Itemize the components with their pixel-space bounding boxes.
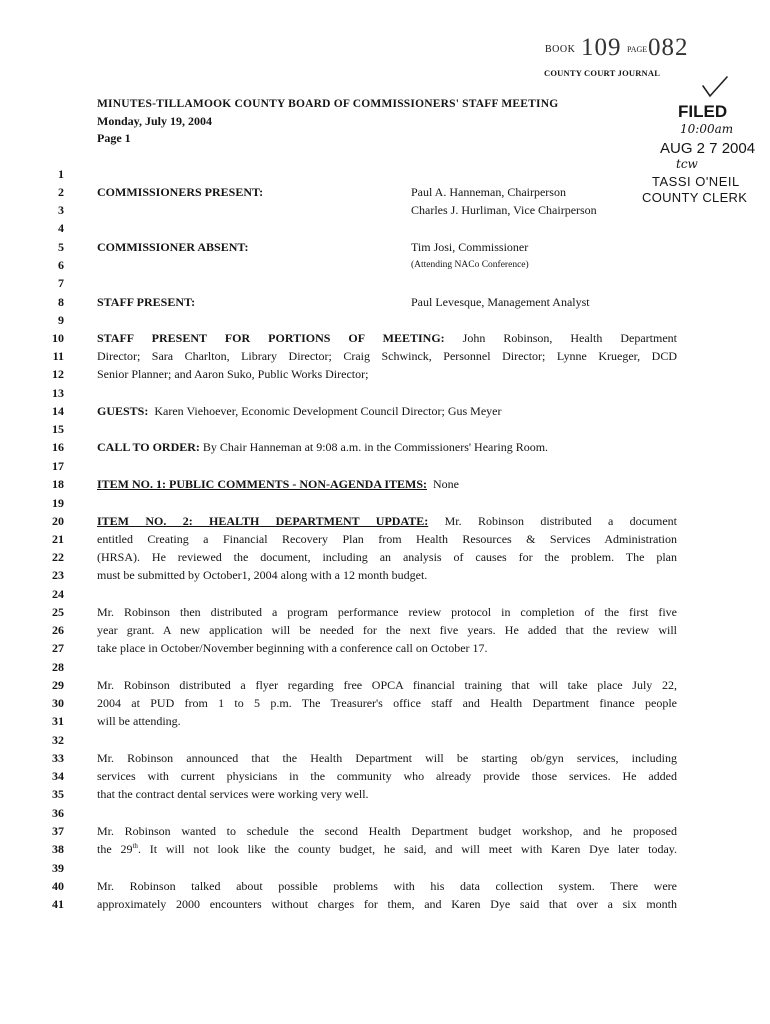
commissioner-absent-label: COMMISSIONER ABSENT: <box>97 240 249 254</box>
journal-label: COUNTY COURT JOURNAL <box>544 68 661 78</box>
line-number: 3 <box>58 203 64 217</box>
meeting-date: Monday, July 19, 2004 <box>97 114 213 128</box>
item2-line-31: will be attending. <box>97 714 181 728</box>
line-number: 23 <box>52 568 64 582</box>
line-number: 4 <box>58 221 64 235</box>
line-number: 37 <box>52 824 64 838</box>
line-number: 32 <box>52 733 64 747</box>
portions-line-12: Senior Planner; and Aaron Suko, Public Works Director; <box>97 367 369 381</box>
item2-label: ITEM NO. 2: HEALTH DEPARTMENT UPDATE: <box>97 514 429 528</box>
clerk-name: TASSI O'NEIL <box>652 174 740 189</box>
item1-label: ITEM NO. 1: PUBLIC COMMENTS - NON-AGENDA ITEMS: <box>97 477 428 491</box>
item1-text: None <box>433 477 460 491</box>
line-number: 36 <box>52 806 64 820</box>
item2-line-37: Mr. Robinson wanted to schedule the second Health Department budget workshop, and he proposed <box>97 824 677 838</box>
line-number: 40 <box>52 879 64 893</box>
line-number: 12 <box>52 367 64 381</box>
item2-line-38 <box>97 842 677 857</box>
book-page-stamp <box>545 36 695 64</box>
line-number: 2 <box>58 185 64 199</box>
item2-line-25: Mr. Robinson then distributed a program performance review protocol in completion of the first five <box>97 605 677 619</box>
item2-line-34: services with current physicians in the community who already provide those services. He added <box>97 769 677 783</box>
item2-line-35: that the contract dental services were working very well. <box>97 787 369 801</box>
line-number: 28 <box>52 660 64 674</box>
commissioner-absent-note: (Attending NACo Conference) <box>411 260 529 270</box>
filed-stamp <box>640 102 770 222</box>
item2-line-26: year grant. A new application will be needed for the next five years. He added that the review will <box>97 623 677 637</box>
item2-line-41: approximately 2000 encounters without charges for them, and Karen Dye said that over a six month <box>97 897 677 911</box>
item2-line-20 <box>97 514 677 529</box>
guests-text: Karen Viehoever, Economic Development Council Director; Gus Meyer <box>154 404 502 418</box>
commissioner-absent-1: Tim Josi, Commissioner <box>411 240 529 254</box>
line38-pre: the 29 <box>97 842 133 856</box>
line-number: 8 <box>58 295 64 309</box>
filed-initials: tcw <box>676 157 698 171</box>
line-number: 16 <box>52 440 64 454</box>
staff-present-1: Paul Levesque, Management Analyst <box>411 295 590 309</box>
document-title: MINUTES-TILLAMOOK COUNTY BOARD OF COMMISSIONERS' STAFF MEETING <box>97 98 559 110</box>
portions-label: STAFF PRESENT FOR PORTIONS OF MEETING: <box>97 331 445 345</box>
filed-label: FILED <box>678 102 728 121</box>
portions-text-10: John Robinson, Health Department <box>462 331 678 345</box>
line38-sup: th <box>132 842 138 850</box>
commissioners-present-label: COMMISSIONERS PRESENT: <box>97 185 264 199</box>
item1-line <box>97 477 677 492</box>
page-number-label: Page 1 <box>97 131 131 145</box>
book-number: 109 <box>581 34 622 61</box>
filed-time: 10:00am <box>680 122 734 136</box>
line-number: 24 <box>52 587 64 601</box>
line-number: 9 <box>58 313 64 327</box>
call-to-order-line <box>97 440 677 455</box>
commissioner-present-2: Charles J. Hurliman, Vice Chairperson <box>411 203 597 217</box>
line-number: 1 <box>58 167 64 181</box>
call-to-order-label: CALL TO ORDER: <box>97 440 200 454</box>
line-number: 33 <box>52 751 64 765</box>
guests-line <box>97 404 677 419</box>
line-number: 34 <box>52 769 64 783</box>
line38-post: . It will not look like the county budget, he said, and will meet with Karen Dye later today. <box>137 842 677 856</box>
line-number: 35 <box>52 787 64 801</box>
line-number: 22 <box>52 550 64 564</box>
item2-line-30: 2004 at PUD from 1 to 5 p.m. The Treasurer's office staff and Health Department finance people <box>97 696 677 710</box>
item2-line-22: (HRSA). He reviewed the document, including an analysis of causes for the problem. The plan <box>97 550 677 564</box>
line-number: 14 <box>52 404 64 418</box>
line-number: 15 <box>52 422 64 436</box>
clerk-title: COUNTY CLERK <box>642 190 748 205</box>
page-number: 082 <box>648 34 689 61</box>
line-number: 17 <box>52 459 64 473</box>
line-number: 30 <box>52 696 64 710</box>
line-number: 25 <box>52 605 64 619</box>
item2-line-27: take place in October/November beginning with a conference call on October 17. <box>97 641 488 655</box>
line-number: 38 <box>52 842 64 856</box>
line-number: 31 <box>52 714 64 728</box>
item2-line-23: must be submitted by October1, 2004 along with a 12 month budget. <box>97 568 428 582</box>
item2-line-29: Mr. Robinson distributed a flyer regarding free OPCA financial training that will take place July 22, <box>97 678 677 692</box>
line-number: 19 <box>52 496 64 510</box>
line-number: 27 <box>52 641 64 655</box>
line-number: 20 <box>52 514 64 528</box>
item2-line-21: entitled Creating a Financial Recovery Plan from Health Resources & Services Administration <box>97 532 677 546</box>
commissioner-present-1: Paul A. Hanneman, Chairperson <box>411 185 566 199</box>
line-number: 11 <box>52 349 64 363</box>
staff-present-label: STAFF PRESENT: <box>97 295 196 309</box>
line-number: 21 <box>52 532 64 546</box>
item2-line-33: Mr. Robinson announced that the Health Department will be starting ob/gyn services, including <box>97 751 677 765</box>
call-to-order-text: By Chair Hanneman at 9:08 a.m. in the Commissioners' Hearing Room. <box>202 440 549 454</box>
page-label: PAGE <box>627 45 648 54</box>
portions-line-10 <box>97 331 677 346</box>
line-number: 7 <box>58 276 64 290</box>
line-number: 26 <box>52 623 64 637</box>
line-number: 10 <box>52 331 64 345</box>
line-number: 41 <box>52 897 64 911</box>
line-number: 18 <box>52 477 64 491</box>
item2-text-20: Mr. Robinson distributed a document <box>444 514 677 528</box>
line-number: 39 <box>52 861 64 875</box>
checkmark-icon <box>700 74 730 100</box>
line-number: 6 <box>58 258 64 272</box>
portions-line-11: Director; Sara Charlton, Library Director; Craig Schwinck, Personnel Director; Lynne Krueger, DCD <box>97 349 677 363</box>
line-number: 5 <box>58 240 64 254</box>
guests-label: GUESTS: <box>97 404 149 418</box>
book-label: BOOK <box>545 44 576 55</box>
line-number: 29 <box>52 678 64 692</box>
filed-date: AUG 2 7 2004 <box>660 140 756 157</box>
line-number: 13 <box>52 386 64 400</box>
item2-line-40: Mr. Robinson talked about possible problems with his data collection system. There were <box>97 879 677 893</box>
